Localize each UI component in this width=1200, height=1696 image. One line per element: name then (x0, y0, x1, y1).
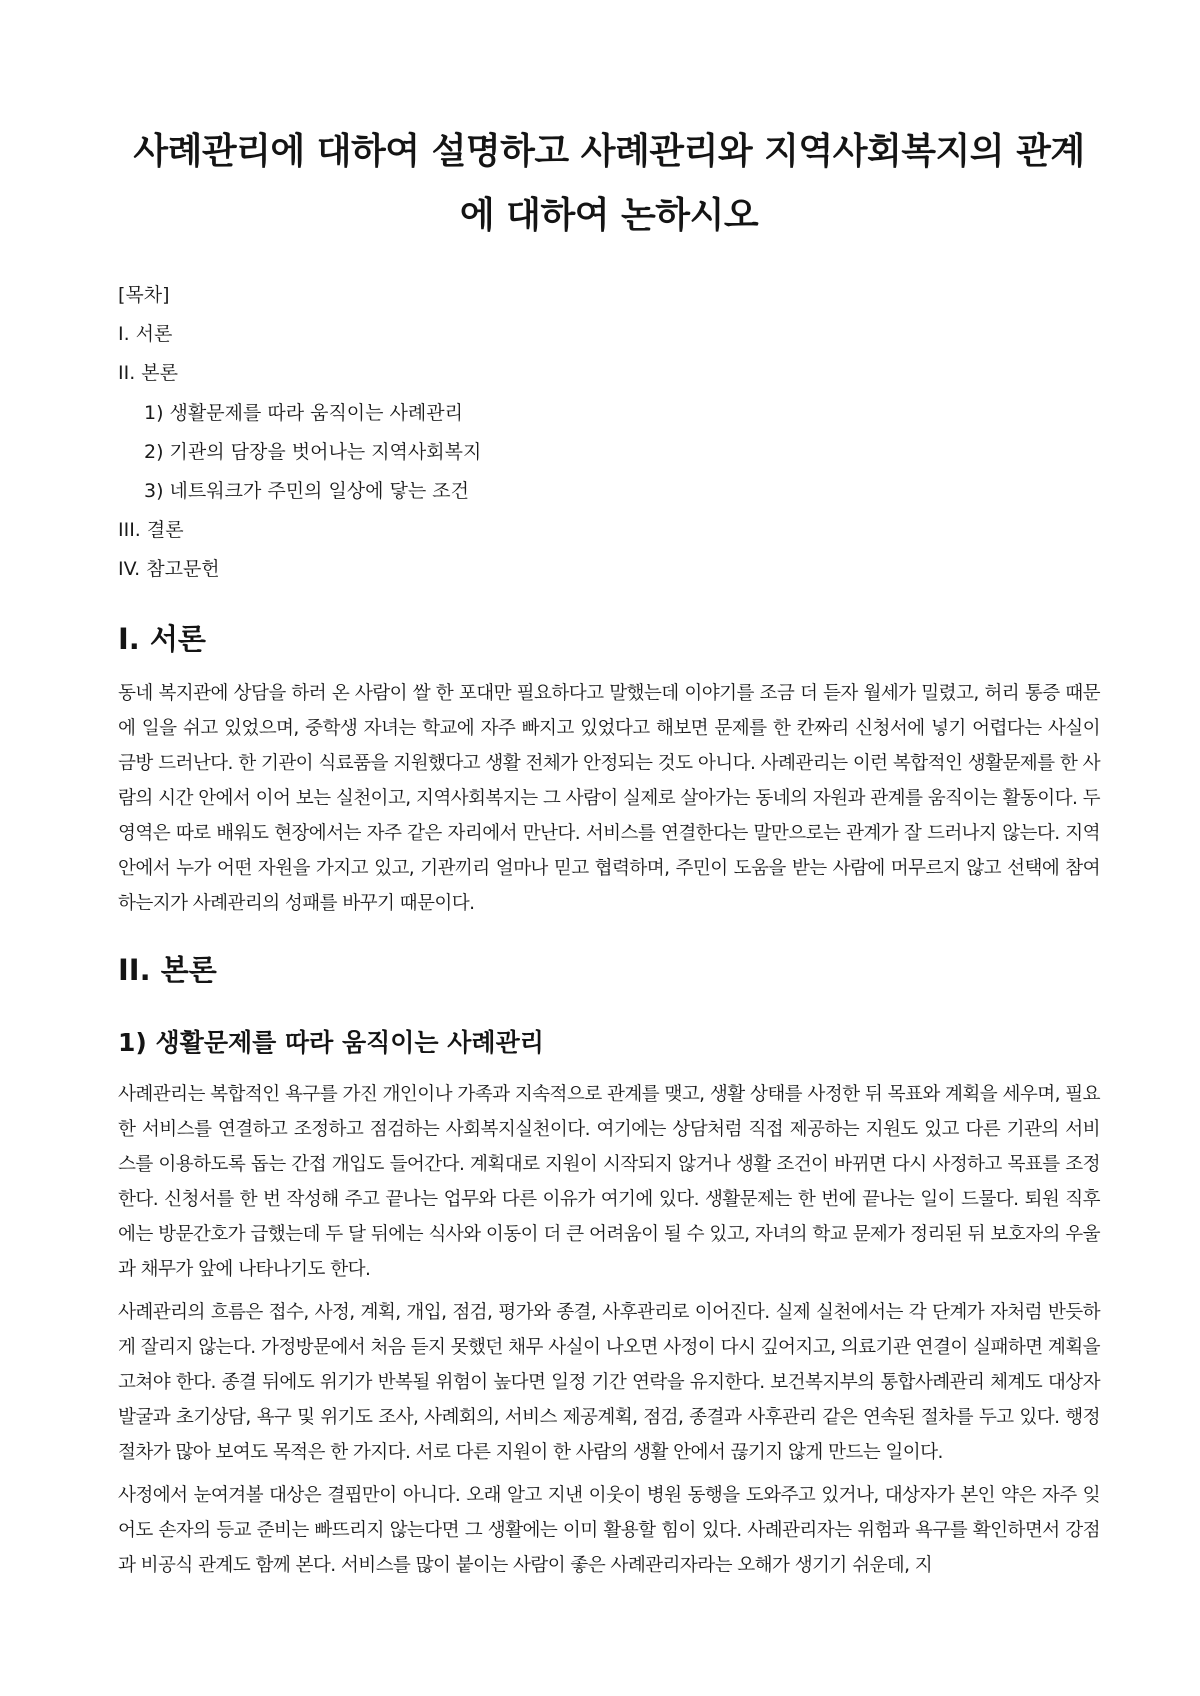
body-paragraph-2: 사례관리의 흐름은 접수, 사정, 계획, 개입, 점검, 평가와 종결, 사후관리로 이어진다. 실제 실천에서는 각 단계가 자처럼 반듯하게 잘리지 않는다. 가정방문에서 처음 듣지 못했던 채무 사실이 나오면 사정이 다시 깊어지고, 의료기관 연결이 실패하면 계획을 고쳐야 한다. 종결 뒤에도 위기가 반복될 위험이 높다면 일정 기간 연락을 유지한다. 보건복지부의 통합사례관리 체계도 대상자 발굴과 초기상담, 욕구 및 위기도 조사, 사례회의, 서비스 제공계획, 점검, 종결과 사후관리 같은 연속된 절차를 두고 있다. 행정 절차가 많아 보여도 목적은 한 가지다. 서로 다른 지원이 한 사람의 생활 안에서 끊기지 않게 만드는 일이다. (118, 1301, 1100, 1463)
body-paragraph-1: 사례관리는 복합적인 욕구를 가진 개인이나 가족과 지속적으로 관계를 맺고, 생활 상태를 사정한 뒤 목표와 계획을 세우며, 필요한 서비스를 연결하고 조정하고 점검하는 사회복지실천이다. 여기에는 상담처럼 직접 제공하는 지원도 있고 다른 기관의 서비스를 이용하도록 돕는 간접 개입도 들어간다. 계획대로 지원이 시작되지 않거나 생활 조건이 바뀌면 다시 사정하고 목표를 조정한다. 신청서를 한 번 작성해 주고 끝나는 업무와 다른 이유가 여기에 있다. 생활문제는 한 번에 끝나는 일이 드물다. 퇴원 직후에는 방문간호가 급했는데 두 달 뒤에는 식사와 이동이 더 큰 어려움이 될 수 있고, 자녀의 학교 문제가 정리된 뒤 보호자의 우울과 채무가 앞에 나타나기도 한다. (118, 1083, 1100, 1280)
document-title: 사례관리에 대하여 설명하고 사례관리와 지역사회복지의 관계에 대하여 논하시오 (133, 131, 1085, 236)
toc-item-body: II. 본론 (118, 362, 178, 385)
toc-subitem-1: 1) 생활문제를 따라 움직이는 사례관리 (144, 401, 463, 424)
section-heading-body: II. 본론 (118, 952, 217, 987)
subsection-heading-1: 1) 생활문제를 따라 움직이는 사례관리 (118, 1027, 544, 1057)
toc-item-introduction: I. 서론 (118, 323, 173, 346)
toc-heading: [목차] (118, 284, 170, 306)
toc-subitem-2: 2) 기관의 담장을 벗어나는 지역사회복지 (144, 440, 482, 463)
toc-subitem-3: 3) 네트워크가 주민의 일상에 닿는 조건 (144, 480, 470, 503)
body-paragraph-3: 사정에서 눈여겨볼 대상은 결핍만이 아니다. 오래 알고 지낸 이웃이 병원 동행을 도와주고 있거나, 대상자가 본인 약은 자주 잊어도 손자의 등교 준비는 빠뜨리지 않는다면 그 생활에는 이미 활용할 힘이 있다. 사례관리자는 위험과 욕구를 확인하면서 강점과 비공식 관계도 함께 본다. 서비스를 많이 붙이는 사람이 좋은 사례관리자라는 오해가 생기기 쉬운데, 지 (118, 1484, 1100, 1576)
section-heading-introduction: I. 서론 (118, 621, 206, 656)
toc-item-conclusion: III. 결론 (118, 519, 184, 542)
toc-item-references: IV. 참고문헌 (118, 558, 220, 581)
introduction-paragraph: 동네 복지관에 상담을 하러 온 사람이 쌀 한 포대만 필요하다고 말했는데 이야기를 조금 더 듣자 월세가 밀렸고, 허리 통증 때문에 일을 쉬고 있었으며, 중학생 자녀는 학교에 자주 빠지고 있었다고 해보면 문제를 한 칸짜리 신청서에 넣기 어렵다는 사실이 금방 드러난다. 한 기관이 식료품을 지원했다고 생활 전체가 안정되는 것도 아니다. 사례관리는 이런 복합적인 생활문제를 한 사람의 시간 안에서 이어 보는 실천이고, 지역사회복지는 그 사람이 실제로 살아가는 동네의 자원과 관계를 움직이는 활동이다. 두 영역은 따로 배워도 현장에서는 자주 같은 자리에서 만난다. 서비스를 연결한다는 말만으로는 관계가 잘 드러나지 않는다. 지역 안에서 누가 어떤 자원을 가지고 있고, 기관끼리 얼마나 믿고 협력하며, 주민이 도움을 받는 사람에 머무르지 않고 선택에 참여하는지가 사례관리의 성패를 바꾸기 때문이다. (118, 682, 1100, 914)
document-page (118, 0, 1100, 1591)
table-of-contents (118, 276, 1100, 590)
